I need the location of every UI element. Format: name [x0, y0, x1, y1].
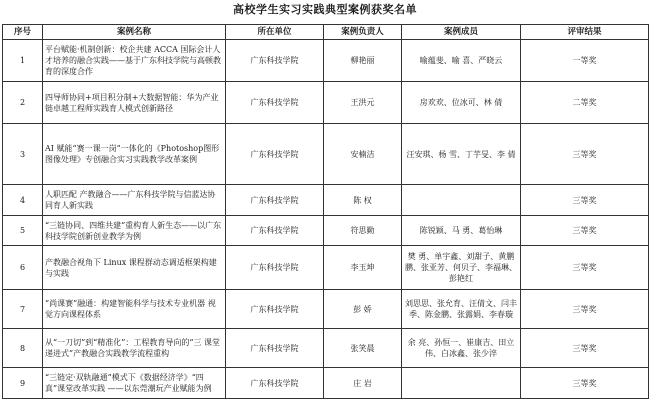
table-row	[3, 290, 649, 329]
cell-no: 7	[3, 290, 43, 329]
cell-members: 余 亮、孙恒一、崔康吉、田立伟、白冰鑫、张少淬	[402, 329, 521, 368]
table-row	[3, 124, 649, 185]
table-row	[3, 40, 649, 82]
cell-leader: 彭 娇	[324, 290, 402, 329]
cell-name: AI 赋能“赛一课一岗”一体化的《Photoshop图形图像处理》专创融合实习实践教学改革案例	[43, 124, 226, 185]
cell-leader: 陈 权	[324, 185, 402, 216]
cell-members: 喻蕴斐、喻 喜、严晓云	[402, 40, 521, 82]
page-title: 高校学生实习实践典型案例获奖名单	[233, 3, 417, 16]
cell-unit: 广东科技学院	[226, 329, 324, 368]
table-header-row	[3, 25, 649, 40]
awards-table	[2, 24, 649, 399]
cell-result: 三等奖	[521, 329, 649, 368]
header-no: 序号	[3, 25, 43, 40]
cell-members: 汪安琪、杨 雪、丁芋旻、李 倩	[402, 124, 521, 185]
table-row	[3, 216, 649, 246]
cell-leader: 符思勤	[324, 216, 402, 246]
table-row	[3, 246, 649, 290]
cell-unit: 广东科技学院	[226, 216, 324, 246]
cell-result: 二等奖	[521, 82, 649, 124]
cell-name: 平台赋能·机制创新：校企共建 ACCA 国际会计人才培养的融合实践——基于广东科技学院与高顿教育的深度合作	[43, 40, 226, 82]
cell-name: “三链协同、四维共建”重构育人新生态——以广东科技学院创新创业教学为例	[43, 216, 226, 246]
header-result: 评审结果	[521, 25, 649, 40]
cell-no: 1	[3, 40, 43, 82]
cell-no: 3	[3, 124, 43, 185]
cell-name: 产教融合视角下 Linux 课程群动态调适框架构建与实践	[43, 246, 226, 290]
cell-name: “三链定·双轨融通”模式下《数据经济学》“四真”课堂改革实践 ——以东莞潮玩产业赋能为例	[43, 368, 226, 399]
cell-leader: 安楠洁	[324, 124, 402, 185]
cell-no: 5	[3, 216, 43, 246]
table-row	[3, 329, 649, 368]
cell-name: 四导师协同+项目积分制+大数据智能：华为产业链卓越工程师实践育人模式创新路径	[43, 82, 226, 124]
cell-name: 人职匹配 产教融合——广东科技学院与信蓝达协同育人新实践	[43, 185, 226, 216]
cell-members	[402, 368, 521, 399]
cell-name: 从“一刀切”到“精准化”：工程教育导向的“三 课堂递进式”产教融合实践教学流程重构	[43, 329, 226, 368]
cell-unit: 广东科技学院	[226, 368, 324, 399]
cell-result: 三等奖	[521, 368, 649, 399]
cell-result: 三等奖	[521, 246, 649, 290]
cell-leader: 王洪元	[324, 82, 402, 124]
cell-result: 三等奖	[521, 290, 649, 329]
cell-unit: 广东科技学院	[226, 246, 324, 290]
cell-result: 三等奖	[521, 216, 649, 246]
cell-no: 6	[3, 246, 43, 290]
cell-members: 樊 勇、单宇鑫、刘甜子、黄鹏鹏、张亚芳、何贝子、李福琳、彭艳红	[402, 246, 521, 290]
cell-name: “尚课赛”融通：构建智能科学与技术专业机器 视觉方向课程体系	[43, 290, 226, 329]
header-name: 案例名称	[43, 25, 226, 40]
cell-no: 4	[3, 185, 43, 216]
cell-leader: 李玉坤	[324, 246, 402, 290]
cell-leader: 柳艳丽	[324, 40, 402, 82]
cell-members: 陈锐颖、马 勇、葛怡琳	[402, 216, 521, 246]
cell-result: 三等奖	[521, 185, 649, 216]
cell-leader: 庄 岩	[324, 368, 402, 399]
cell-result: 三等奖	[521, 124, 649, 185]
cell-no: 8	[3, 329, 43, 368]
cell-leader: 张笑晨	[324, 329, 402, 368]
cell-no: 9	[3, 368, 43, 399]
table-row	[3, 82, 649, 124]
cell-result: 一等奖	[521, 40, 649, 82]
table-row	[3, 185, 649, 216]
cell-unit: 广东科技学院	[226, 290, 324, 329]
cell-unit: 广东科技学院	[226, 82, 324, 124]
cell-no: 2	[3, 82, 43, 124]
cell-unit: 广东科技学院	[226, 40, 324, 82]
cell-members: 房欢欢、位冰可、林 倩	[402, 82, 521, 124]
cell-members	[402, 185, 521, 216]
table-row	[3, 368, 649, 399]
cell-unit: 广东科技学院	[226, 124, 324, 185]
header-unit: 所在单位	[226, 25, 324, 40]
cell-unit: 广东科技学院	[226, 185, 324, 216]
header-members: 案例成员	[402, 25, 521, 40]
cell-members: 刘思思、张允育、汪倩文、闫丰季、陈金鹏、张露娟、李春璇	[402, 290, 521, 329]
header-leader: 案例负责人	[324, 25, 402, 40]
